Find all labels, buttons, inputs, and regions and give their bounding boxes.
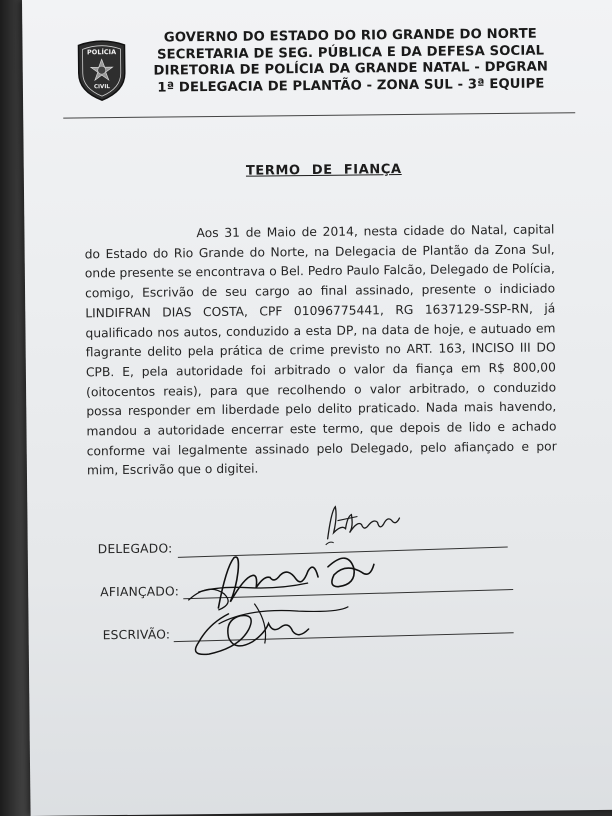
seal-bottom-text: CIVIL bbox=[93, 84, 110, 91]
seal-top-text: POLÍCIA bbox=[86, 48, 117, 57]
escrivao-signature bbox=[168, 592, 389, 664]
header-line-precinct: 1ª DELEGACIA DE PLANTÃO - ZONA SUL - 3ª EQUIPE bbox=[157, 76, 545, 96]
header-line-government: GOVERNO DO ESTADO DO RIO GRANDE DO NORTE bbox=[163, 26, 537, 46]
delegado-label: DELEGADO: bbox=[97, 541, 173, 557]
header-line-directorate: DIRETORIA DE POLÍCIA DA GRANDE NATAL - DPGRAN bbox=[153, 59, 549, 79]
afiancado-label: AFIANÇADO: bbox=[100, 584, 180, 600]
document-page bbox=[22, 0, 612, 816]
delegado-signature bbox=[317, 502, 417, 549]
document-body-text: Aos 31 de Maio de 2014, nesta cidade do Natal, capital do Estado do Rio Grande do Norte, na Delegacia de Plantão da Zona Sul, onde presente se encontrava o Bel. Pedro Paulo Falcão, Delegado de Polícia, comigo, Escrivão de seu cargo ao final assinado, presente o indiciado LINDIFRAN DIAS COSTA, CPF 01096775441, RG 1637129-SSP-RN, já qualificado nos autos, conduzido a esta DP, na data de hoje, e autuado em flagrante delito pela prática de crime previsto no ART. 163, INCISO III DO CPB. E, pela autoridade foi arbitrado o valor da fiança em R$ 800,00 (oitocentos reais), para que recolhendo o valor arbitrado, o conduzido possa responder em liberdade pelo delito praticado. Nada mais havendo, mandou a autoridade encerrar este termo, que depois de lido e achado conforme vai legalmente assinado pelo Delegado, pelo afiançado e por mim, Escrivão que o digitei. bbox=[84, 222, 557, 478]
police-badge-icon bbox=[74, 39, 129, 102]
document-title: TERMO DE FIANÇA bbox=[245, 162, 402, 179]
document-header bbox=[130, 26, 571, 97]
escrivao-label: ESCRIVÃO: bbox=[102, 627, 171, 643]
header-divider bbox=[63, 112, 575, 118]
header-line-secretariat: SECRETARIA DE SEG. PÚBLICA E DA DEFESA SOCIAL bbox=[156, 43, 545, 63]
